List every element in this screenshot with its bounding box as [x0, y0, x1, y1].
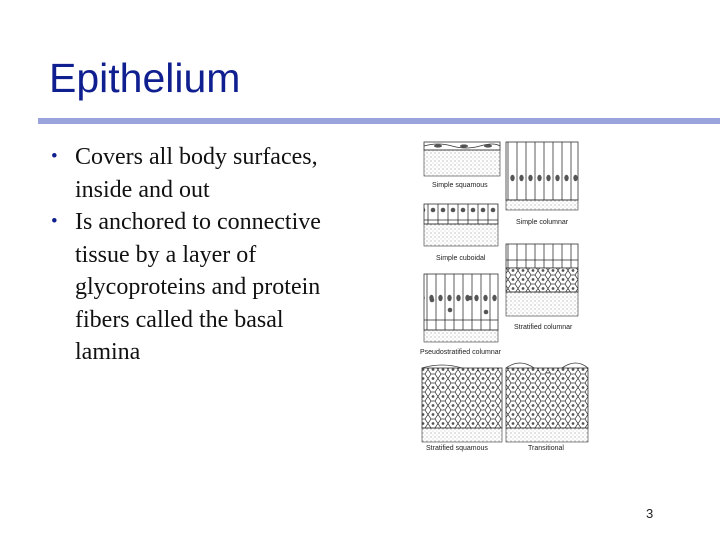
slide-title: Epithelium	[49, 55, 241, 101]
pseudostratified-columnar-diagram	[424, 274, 498, 342]
label-simple-columnar: Simple columnar	[516, 219, 569, 226]
epithelium-types-figure	[418, 140, 602, 456]
bullet-item	[48, 206, 348, 369]
stratified-squamous-diagram	[422, 365, 502, 442]
bullet-item	[48, 141, 348, 206]
bullet-text: Covers all body surfaces, inside and out	[75, 144, 318, 203]
label-simple-squamous: Simple squamous	[432, 182, 488, 189]
bullet-list	[48, 141, 348, 369]
label-stratified-squamous: Stratified squamous	[426, 445, 488, 452]
bullet-text: Is anchored to connective tissue by a layer of glycoproteins and protein fibers called the basal lamina	[75, 209, 321, 365]
label-transitional: Transitional	[528, 445, 564, 452]
simple-cuboidal-diagram	[424, 204, 498, 246]
label-stratified-columnar: Stratified columnar	[514, 324, 573, 331]
bullet-marker-icon: •	[51, 146, 58, 167]
label-pseudostratified-columnar: Pseudostratified columnar	[420, 349, 501, 356]
title-rule	[38, 118, 720, 124]
simple-columnar-diagram	[506, 142, 578, 210]
simple-squamous-diagram	[424, 142, 500, 176]
bullet-marker-icon: •	[51, 211, 58, 232]
label-simple-cuboidal: Simple cuboidal	[436, 255, 486, 262]
transitional-diagram	[506, 363, 588, 442]
page-number: 3	[646, 506, 654, 521]
stratified-columnar-diagram	[506, 244, 578, 316]
